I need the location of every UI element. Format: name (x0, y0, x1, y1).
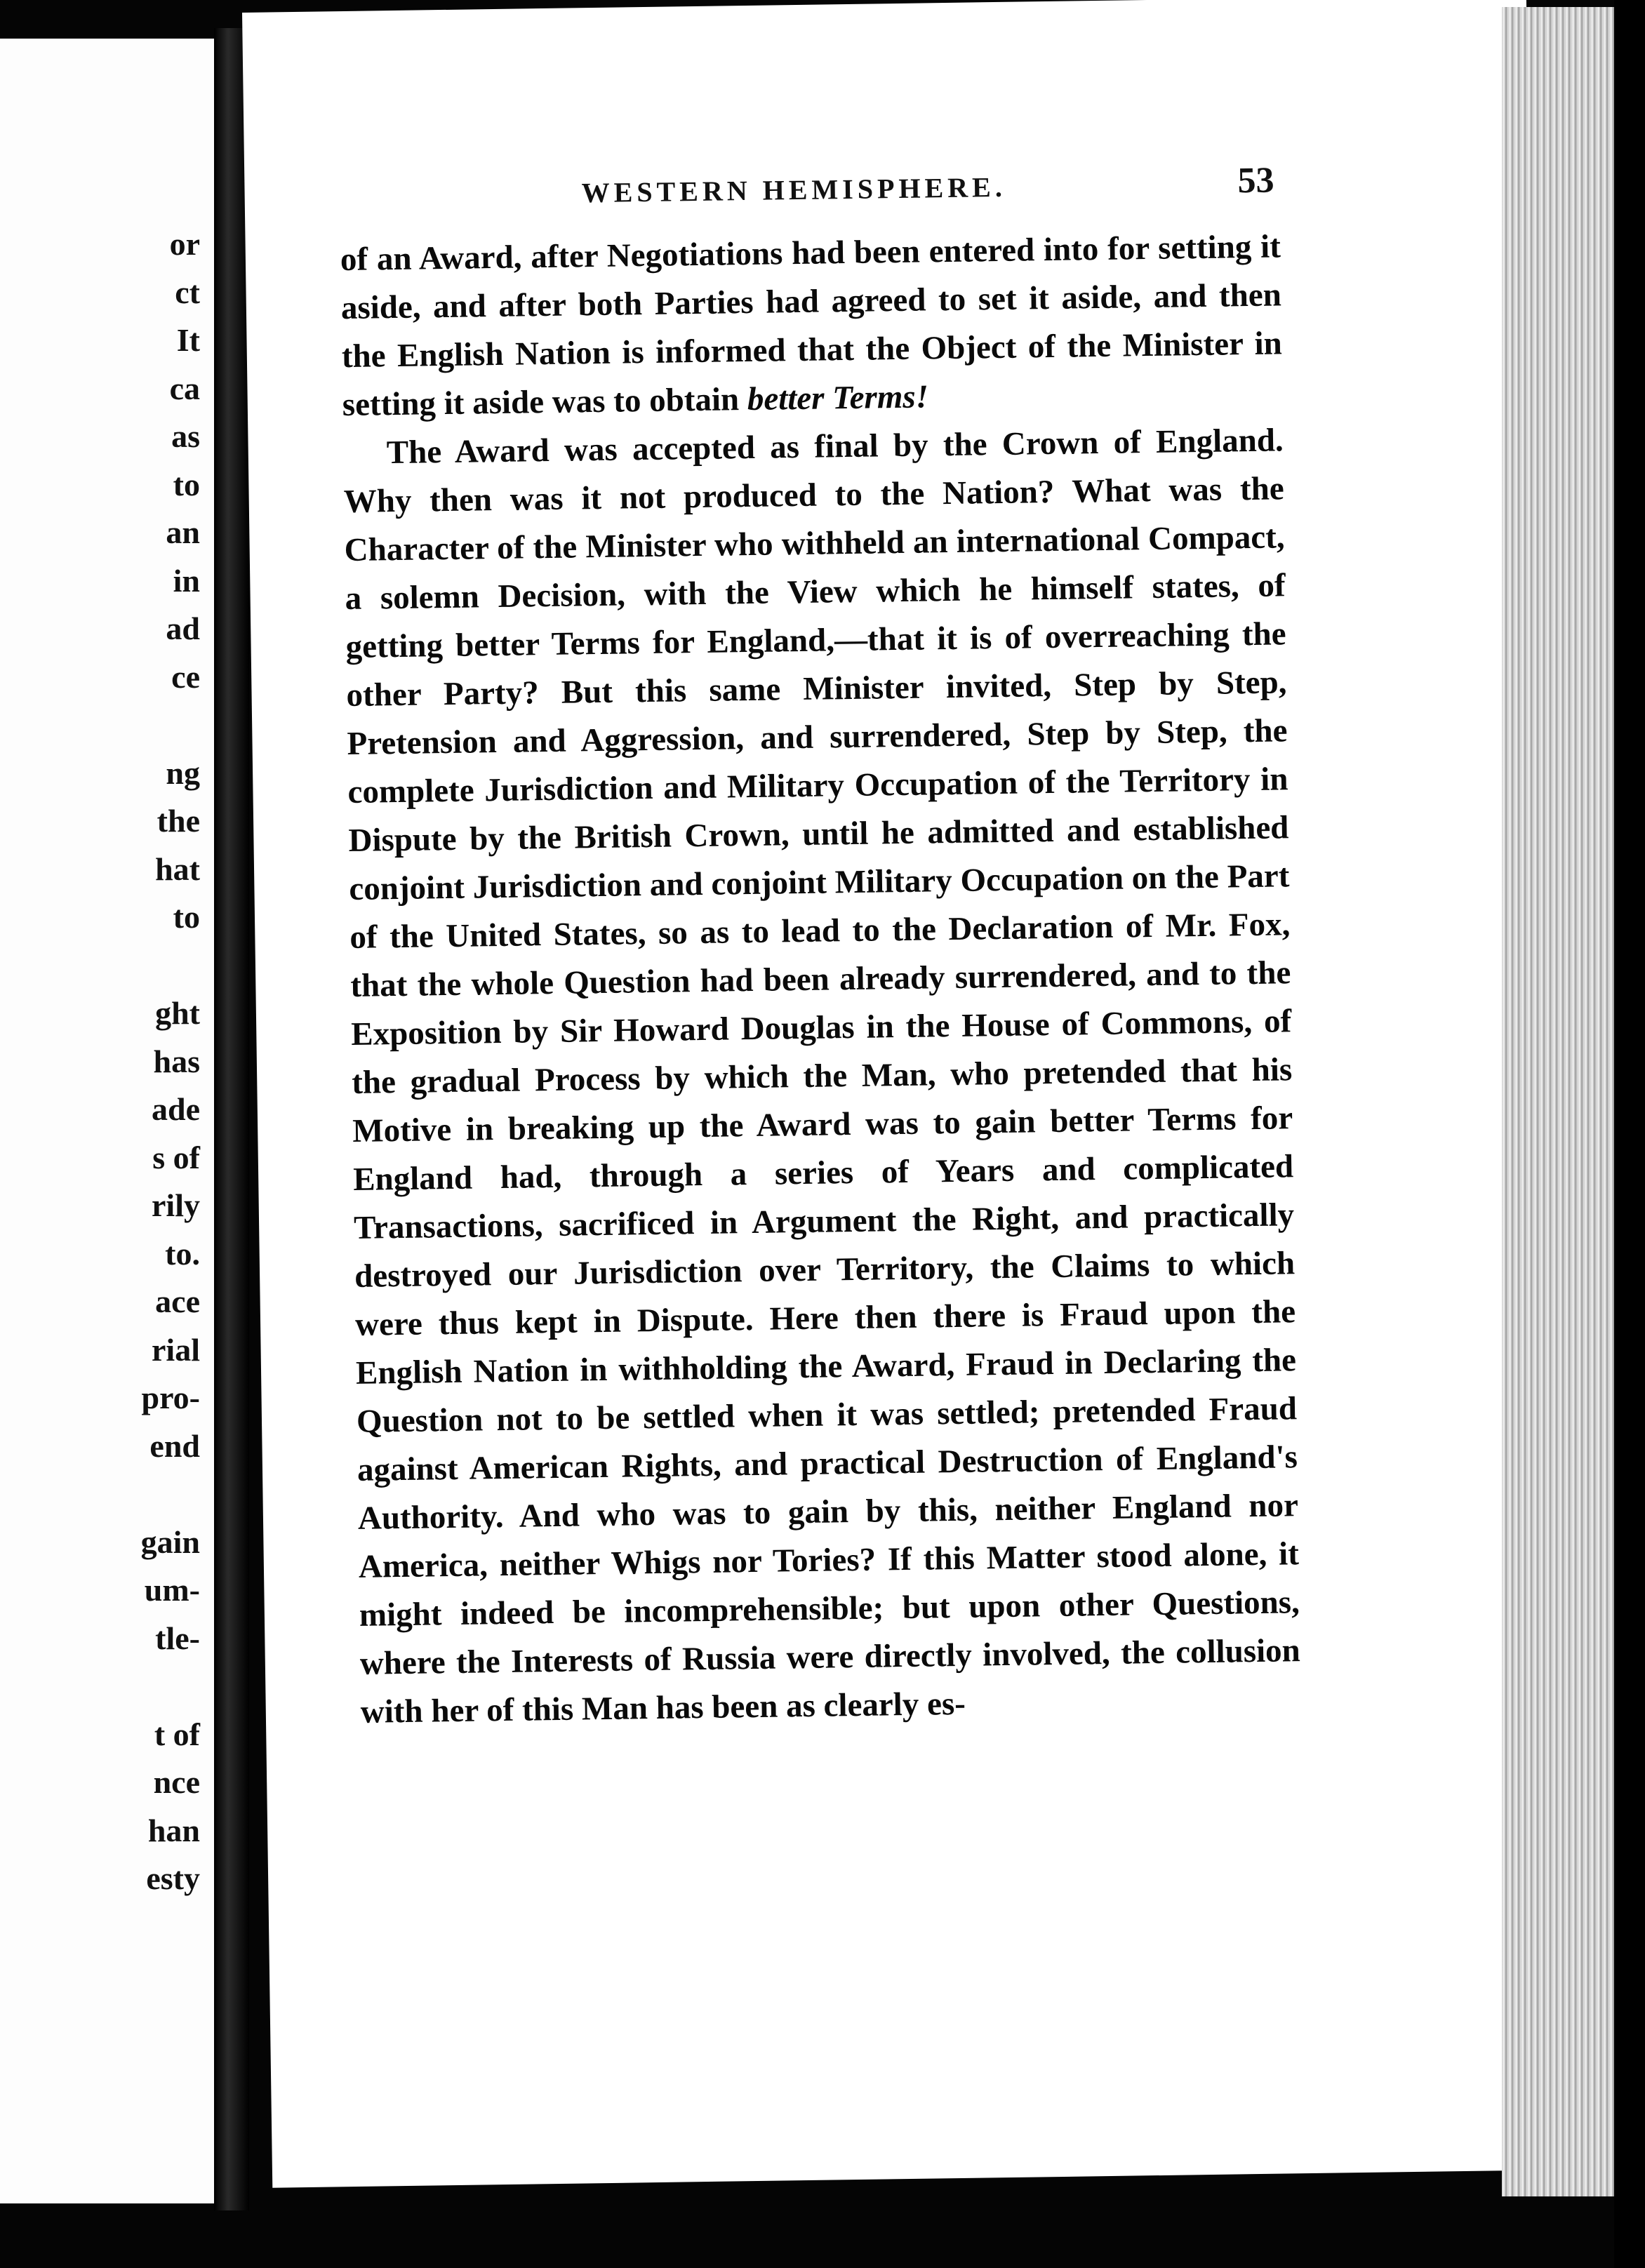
previous-page-line: ade (152, 1091, 200, 1127)
previous-page-line: nce (153, 1764, 200, 1800)
previous-page-line: has (153, 1043, 200, 1079)
paragraph: The Award was accepted as final by the Crown of England. Why then was it not produced to the Nation? What was the Character of the Minister who withheld an international Compact, a solemn Decision, with the View which he himself states, of getting better Terms for England,—that it is of overreaching the other Party? But this same Minister invited, Step by Step, Pretension and Aggression, and surrendered, Step by Step, the complete Jurisdiction and Military Occupation of the Territory in Dispute by the British Crown, until he admitted and established conjoint Jurisdiction and conjoint Military Occupation on the Part of the United States, so as to lead to the Declaration of Mr. Fox, that the whole Question had been already surrendered, and to the Exposition by Sir Howard Douglas in the House of Commons, of the gradual Process by which the Man, who pretended that his Motive in breaking up the Award was to gain better Terms for England had, through a series of Years and complicated Transactions, sacrificed in Argument the Right, and practically destroyed our Jurisdiction over Territory, the Claims to which were thus kept in Dispute. Here then there is Fraud upon the English Nation in withholding the Award, Fraud in Declaring the Question not to be settled when it was settled; pretended Fraud against American Rights, and practical Destruction of England's Authority. And who was to gain by this, neither England nor America, neither Whigs nor Tories? If this Matter stood alone, it might indeed be incomprehensible; but upon other Questions, where the Interests of Russia were directly involved, the collusion with her of this Man has been as clearly es- (343, 422, 1301, 1730)
previous-page-line: ng (166, 754, 200, 791)
previous-page-line: in (173, 562, 200, 599)
previous-page-line: ct (175, 274, 200, 310)
paragraph-text: of an Award, after Negotiations had been entered into for setting it aside, and after both Parties had agreed to set it aside, and then the English Nation is informed that the Object of the Minister in setting it aside was to obtain (340, 228, 1283, 424)
previous-page-line: the (156, 803, 200, 839)
scan-border (1614, 0, 1645, 2268)
previous-page-line: esty (146, 1860, 200, 1896)
previous-page-line: pro- (141, 1380, 200, 1415)
page-number: 53 (1237, 160, 1274, 201)
book-page (242, 0, 1557, 2188)
previous-page-line: rial (152, 1331, 200, 1368)
previous-page-line: um- (144, 1572, 200, 1608)
previous-page-line: t of (154, 1716, 200, 1752)
previous-page-fragment (0, 39, 217, 2203)
previous-page-line: hat (155, 850, 200, 887)
previous-page-line: ca (169, 370, 200, 406)
previous-page-line: ght (155, 995, 200, 1031)
previous-page-line: as (171, 418, 200, 454)
italic-phrase: better Terms! (747, 378, 929, 418)
previous-page-line: s of (152, 1139, 200, 1175)
previous-page-line: or (169, 226, 200, 262)
paragraph (340, 222, 1283, 429)
previous-page-line: end (149, 1427, 200, 1464)
previous-page-line: to. (165, 1235, 200, 1272)
previous-page-line: ad (166, 611, 200, 646)
previous-page-line: ace (155, 1283, 200, 1319)
previous-page-line: han (147, 1812, 200, 1848)
page-header (244, 160, 1529, 209)
previous-page-line: to (173, 466, 200, 502)
previous-page-line: to (173, 899, 200, 935)
previous-page-line: tle- (155, 1620, 200, 1656)
previous-page-line: an (166, 514, 200, 550)
previous-page-line: ce (171, 658, 200, 695)
previous-page-line: gain (140, 1523, 200, 1560)
body-text (340, 222, 1301, 1737)
previous-page-line: It (176, 322, 200, 358)
previous-page-line: rily (152, 1187, 200, 1223)
running-head: WESTERN HEMISPHERE. (581, 171, 1007, 209)
book-gutter (214, 28, 249, 2210)
